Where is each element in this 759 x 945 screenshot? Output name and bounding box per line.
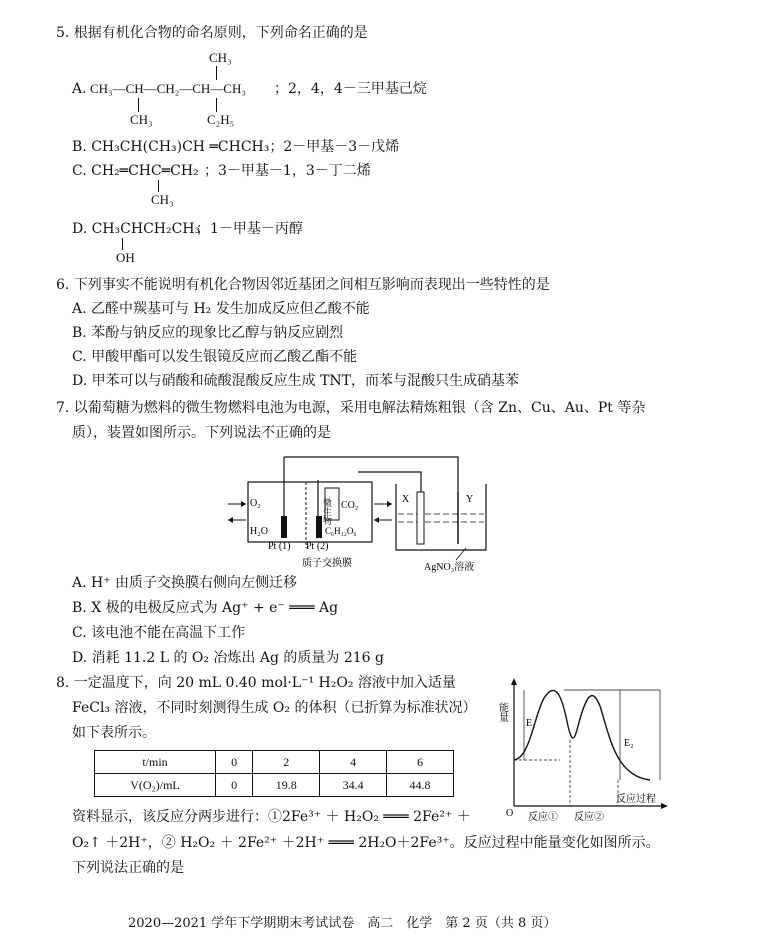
membrane-label: 质子交换膜: [302, 558, 352, 569]
e1-label: E₁: [526, 718, 536, 729]
q8-info-line2: O₂↑ ＋2H⁺，② H₂O₂ ＋ 2Fe²⁺ ＋2H⁺ ═══ 2H₂O＋2Fe³⁺。反应过程中能量变化如图所示。: [72, 835, 660, 851]
step2-label: 反应②: [574, 812, 604, 823]
q6-stem: 6. 下列事实不能说明有机化合物因邻近基团之间相互影响而表现出一些特性的是: [56, 277, 550, 293]
table-cell: t/min: [95, 751, 216, 774]
electrode-y-label: Y: [466, 494, 474, 505]
q5-option-b: B. CH₃CH(CH₃)CH ═CHCH₃；2－甲基－3－戊烯: [72, 139, 400, 155]
electrolysis-apparatus-diagram: [228, 450, 496, 575]
page-footer: 2020—2021 学年下学期期末考试试卷 高二 化学 第 2 页（共 8 页）: [128, 916, 557, 931]
q7-stem-line1: 7. 以葡萄糖为燃料的微生物燃料电池为电源，采用电解法精炼粗银（含 Zn、Cu、Au、Pt 等杂: [56, 400, 646, 416]
table-cell: 6: [387, 751, 454, 774]
table-cell: 0: [216, 774, 253, 797]
table-header-row: [95, 751, 454, 774]
q5-a-bond-below1: [138, 98, 139, 112]
q8-stem-line3: 如下表所示。: [72, 725, 156, 741]
q5-a-formula: CH₃—CH—CH₂—CH—CH₃: [90, 81, 246, 96]
q5-a-below1: CH₃: [130, 112, 153, 127]
o2-volume-table: [94, 750, 454, 797]
q6-option-d: D. 甲苯可以与硝酸和硫酸混酸反应生成 TNT，而苯与混酸只生成硝基苯: [72, 373, 520, 389]
q6-option-c: C. 甲酸甲酯可以发生银镜反应而乙酸乙酯不能: [72, 349, 358, 365]
electrode-x-label: X: [402, 494, 410, 505]
h2o-label: H₂O: [250, 526, 268, 537]
table-cell: 34.4: [320, 774, 387, 797]
o2-label: O₂: [250, 498, 261, 509]
pt2-label: Pt (2): [306, 541, 329, 552]
q5-a-below2: C₂H₅: [207, 112, 235, 127]
table-row: [95, 774, 454, 797]
q7-option-c: C. 该电池不能在高温下工作: [72, 625, 246, 641]
q7-option-d: D. 消耗 11.2 L 的 O₂ 冶炼出 Ag 的质量为 216 g: [72, 650, 384, 666]
origin-label: O: [506, 808, 514, 819]
q6-option-b: B. 苯酚与钠反应的现象比乙醇与钠反应剧烈: [72, 325, 344, 341]
q7-option-a: A. H⁺ 由质子交换膜右侧向左侧迁移: [72, 575, 298, 591]
q7-stem-line2: 质），装置如图所示。下列说法不正确的是: [72, 425, 331, 441]
table-cell: 0: [216, 751, 253, 774]
table-cell: 2: [253, 751, 320, 774]
q5-a-bond-below2: [216, 98, 217, 112]
q5-c-formula: C. CH₂═CHC═CH₂: [72, 163, 199, 179]
q5-c-bond: [158, 180, 159, 192]
agno3-label: AgNO₃溶液: [424, 562, 475, 573]
glucose-label: C₆H₁₂O₆: [325, 526, 357, 536]
microbe-label: 微生物: [322, 498, 332, 525]
table-cell: 4: [320, 751, 387, 774]
q5-a-bond-top: [216, 66, 217, 80]
step1-label: 反应①: [528, 812, 558, 823]
q6-option-a: A. 乙醛中羰基可与 H₂ 发生加成反应但乙酸不能: [72, 301, 370, 317]
q5-a-name: ；2，4，4－三甲基己烷: [274, 81, 427, 97]
q8-info-line1: 资料显示，该反应分两步进行：①2Fe³⁺ ＋ H₂O₂ ═══ 2Fe²⁺ ＋: [72, 809, 471, 825]
q5-d-name: ；1－甲基－丙醇: [196, 221, 303, 237]
q5-a-label: A.: [72, 81, 87, 97]
energy-profile-diagram: [496, 676, 670, 824]
q8-stem-line1: 8. 一定温度下，向 20 mL 0.40 mol·L⁻¹ H₂O₂ 溶液中加入适量: [56, 675, 456, 691]
q5-stem: 5. 根据有机化合物的命名原则，下列命名正确的是: [56, 25, 368, 41]
q8-info-line3: 下列说法正确的是: [72, 860, 184, 876]
q7-option-b: B. X 极的电极反应式为 Ag⁺ + e⁻ ═══ Ag: [72, 600, 339, 616]
co2-label: CO₂: [341, 500, 359, 511]
table-cell: V(O₂)/mL: [95, 774, 216, 797]
q8-stem-line2: FeCl₃ 溶液，不同时刻测得生成 O₂ 的体积（已折算为标准状况）: [72, 700, 477, 716]
pt1-label: Pt (1): [268, 541, 291, 552]
table-cell: 44.8: [387, 774, 454, 797]
reaction-progress-label: 反应过程: [616, 794, 656, 805]
e2-label: E₂: [624, 738, 634, 749]
q5-d-bond: [122, 238, 123, 250]
table-cell: 19.8: [253, 774, 320, 797]
q5-a-top-methyl: CH₃: [209, 50, 232, 65]
q5-d-below: OH: [116, 250, 135, 265]
q5-c-name: ；3－甲基－1，3－丁二烯: [204, 163, 371, 179]
q5-c-below: CH₃: [151, 192, 174, 207]
q5-d-formula: D. CH₃CHCH₂CH₃: [72, 221, 201, 237]
energy-axis-label: 能量: [496, 702, 508, 722]
